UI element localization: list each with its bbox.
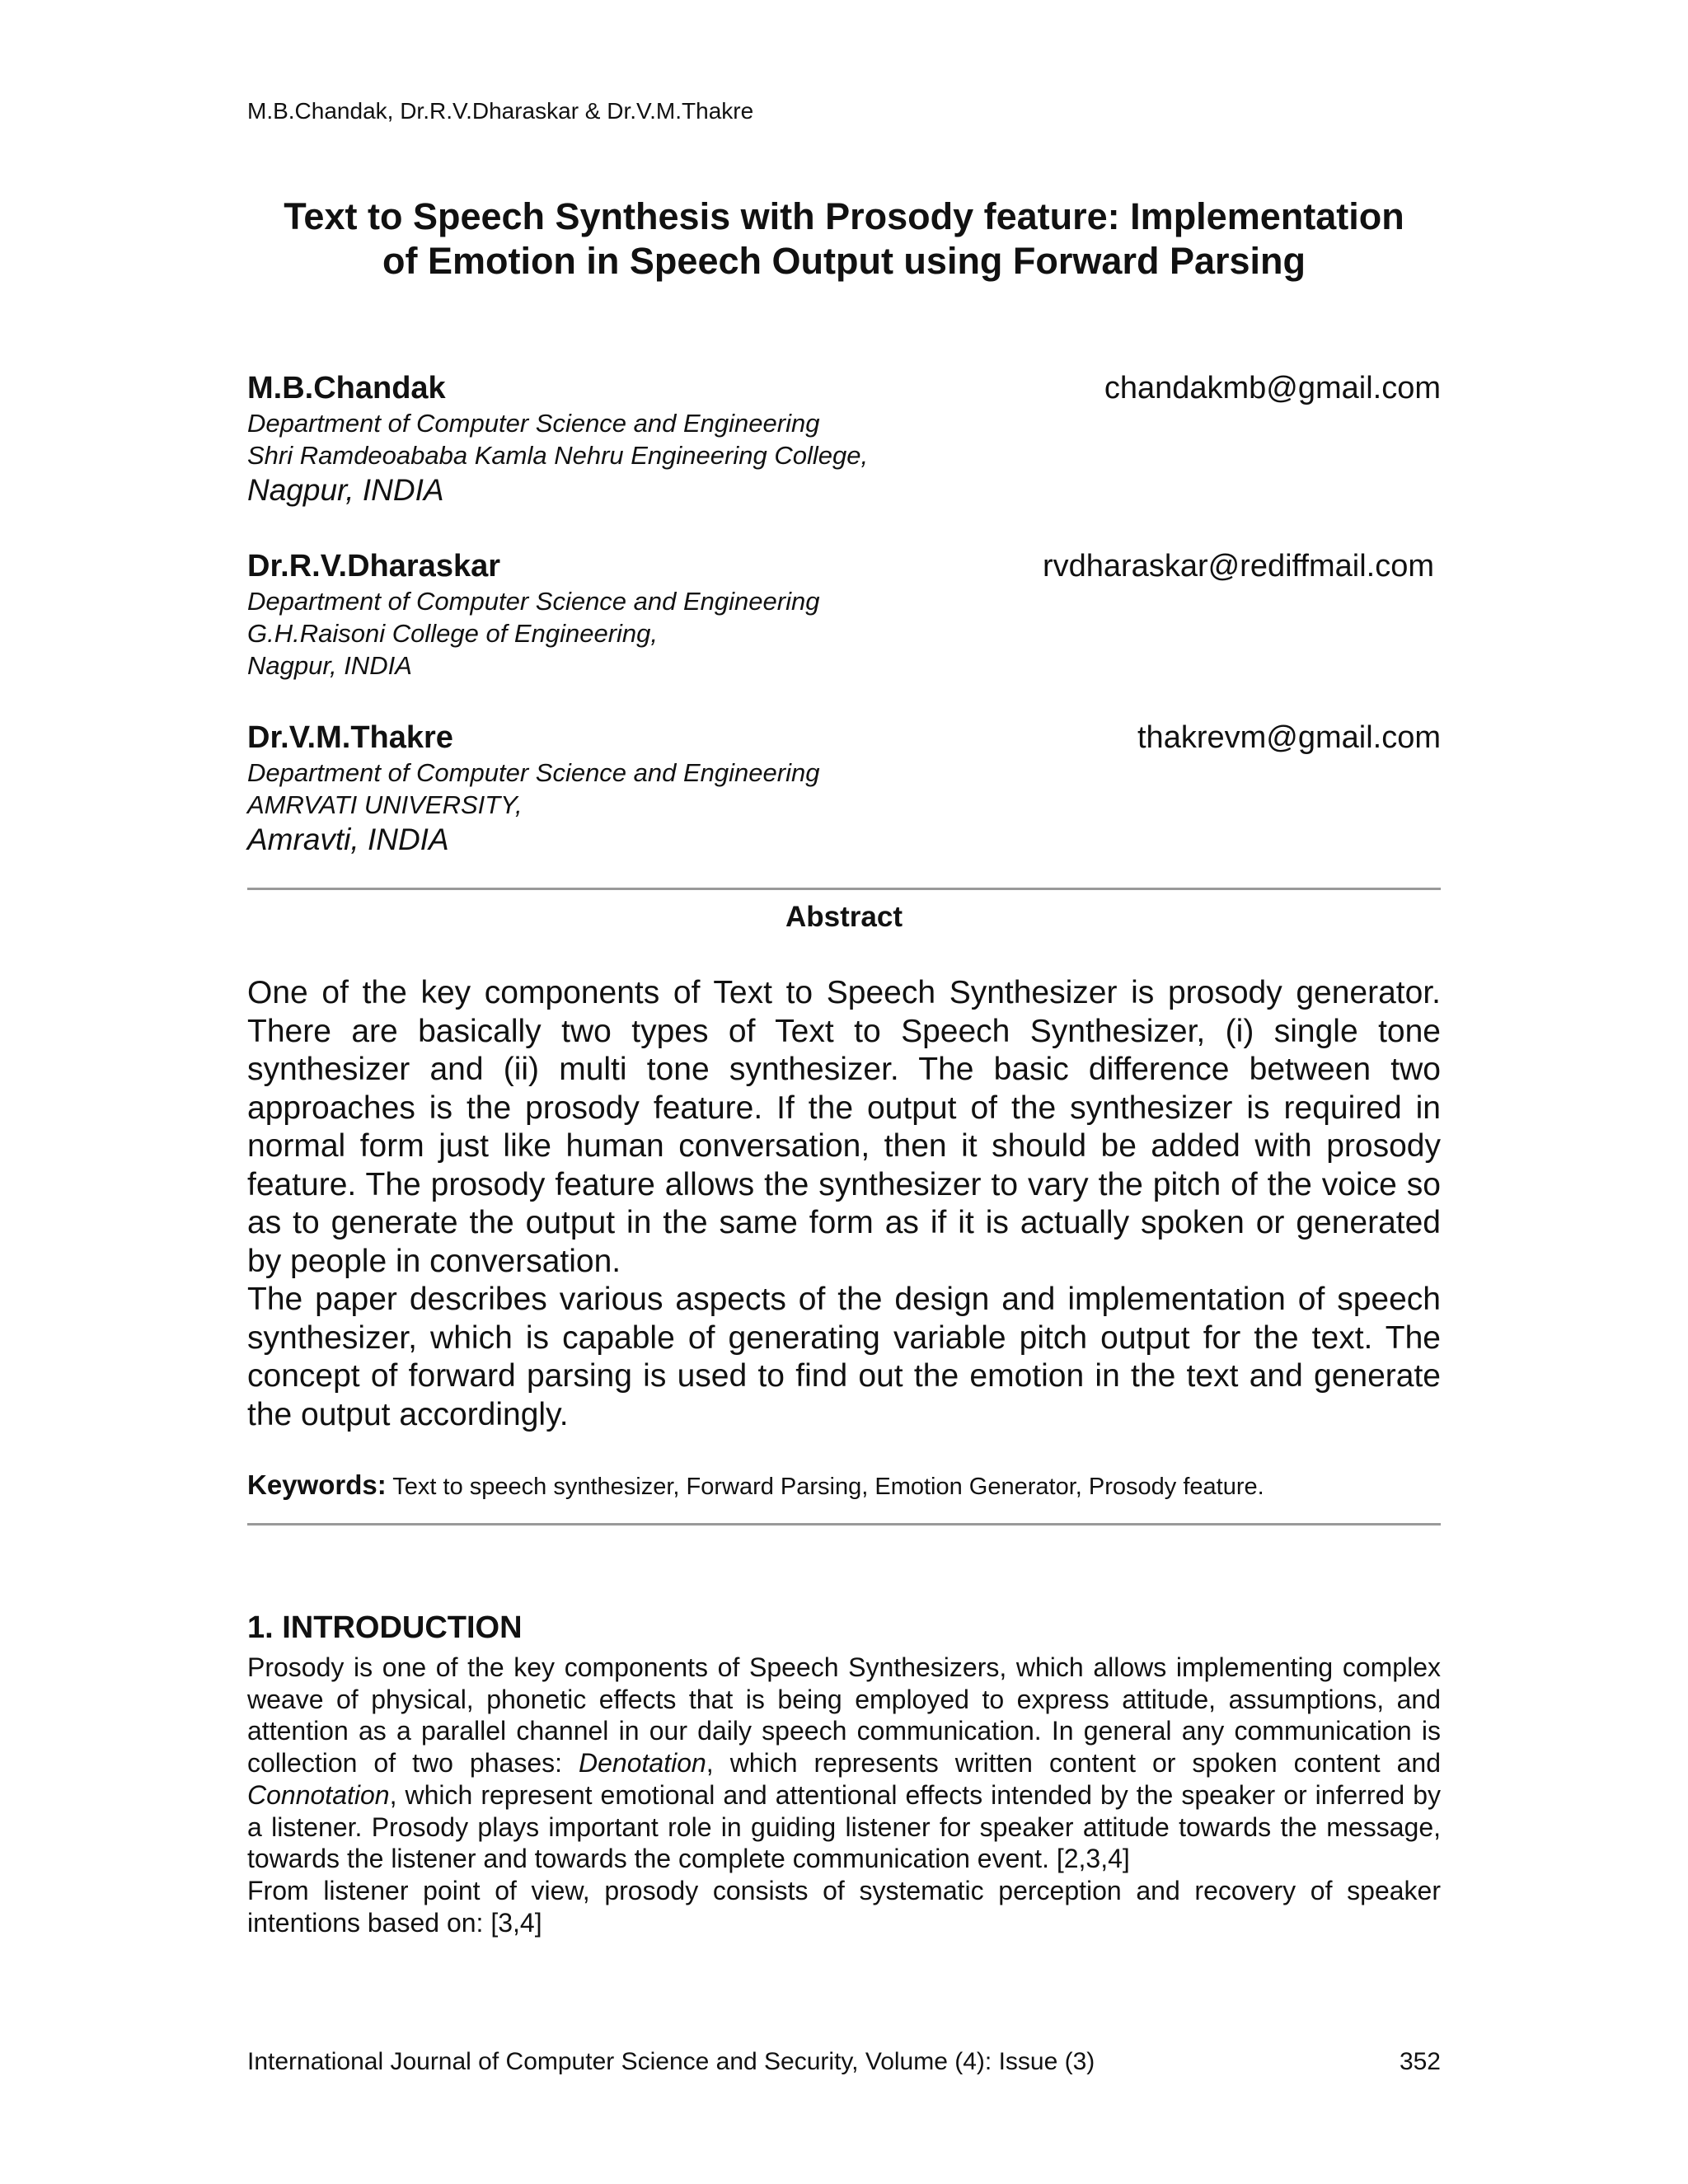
footer-page-number: 352 xyxy=(1399,2048,1441,2075)
intro-text: , which represent emotional and attentional effects intended by the speaker or inferred by a listener. Prosody plays important role in guiding listener for speaker attitude towards the message, towards the listener and towards the complete communication event. [2,3,4] xyxy=(247,1779,1441,1874)
intro-text: Prosody is one of the key components of Speech Synthesizers, which allows implementing complex weave of physical, phonetic effects that is being employed to express attitude, assumptions, and attention as a parallel channel in our daily speech communication. In general any communication is collection of two phases: xyxy=(247,1652,1441,1779)
author-email[interactable]: thakrevm@gmail.com xyxy=(1137,720,1441,755)
author-block-chandak xyxy=(247,369,1441,509)
author-block-thakre xyxy=(247,719,1441,859)
author-email[interactable]: chandakmb@gmail.com xyxy=(1104,371,1441,405)
section-heading-introduction: 1. INTRODUCTION xyxy=(247,1610,523,1645)
introduction-body xyxy=(247,1652,1441,1938)
abstract-paragraph-1: One of the key components of Text to Speech Synthesizer is prosody generator. There are basically two types of Text to Speech Synthesizer, (i) single tone synthesizer and (ii) multi tone synthesizer. The basic difference between two approaches is the prosody feature. If the output of the synthesizer is required in normal form just like human conversation, then it should be added with prosody feature. The prosody feature allows the synthesizer to vary the pitch of the voice so as to generate the output in the same form as if it is actually spoken or generated by people in conversation. xyxy=(247,975,1441,1279)
author-institution: AMRVATI UNIVERSITY, xyxy=(247,790,523,819)
author-name: Dr.R.V.Dharaskar xyxy=(247,549,501,583)
author-institution: Shri Ramdeoababa Kamla Nehru Engineering College, xyxy=(247,441,869,470)
paper-title-line-2: of Emotion in Speech Output using Forward Parsing xyxy=(382,240,1306,282)
author-department: Department of Computer Science and Engineering xyxy=(247,409,820,438)
author-department: Department of Computer Science and Engineering xyxy=(247,758,820,787)
keywords-label: Keywords: xyxy=(247,1469,387,1500)
abstract-paragraph-2: The paper describes various aspects of the design and implementation of speech synthesizer, which is capable of generating variable pitch output for the text. The concept of forward parsing is used to find out the emotion in the text and generate the output accordingly. xyxy=(247,1282,1441,1432)
keywords-text: Text to speech synthesizer, Forward Parsing, Emotion Generator, Prosody feature. xyxy=(392,1474,1264,1500)
intro-text: , which represents written content or spoken content and xyxy=(706,1748,1441,1779)
footer-journal: International Journal of Computer Science and Security, Volume (4): Issue (3) xyxy=(247,2048,1095,2075)
abstract-heading: Abstract xyxy=(785,901,903,933)
author-email[interactable]: rvdharaskar@rediffmail.com xyxy=(1042,549,1434,583)
author-department: Department of Computer Science and Engineering xyxy=(247,587,820,616)
keywords xyxy=(247,1469,1441,1503)
paper-title xyxy=(198,194,1490,284)
author-name: Dr.V.M.Thakre xyxy=(247,720,453,755)
running-head: M.B.Chandak, Dr.R.V.Dharaskar & Dr.V.M.Thakre xyxy=(247,98,754,124)
paper-title-line-1: Text to Speech Synthesis with Prosody feature: Implementation xyxy=(284,195,1404,237)
term-denotation: Denotation xyxy=(579,1748,706,1779)
abstract-body xyxy=(247,974,1441,1434)
divider-bottom xyxy=(247,1523,1441,1526)
introduction-paragraph-2: From listener point of view, prosody consists of systematic perception and recovery of speaker intentions based on: [3,4] xyxy=(247,1875,1441,1938)
author-block-dharaskar xyxy=(247,547,1441,682)
author-institution: G.H.Raisoni College of Engineering, xyxy=(247,619,658,648)
author-location: Nagpur, INDIA xyxy=(247,473,444,507)
introduction-paragraph-1 xyxy=(247,1652,1441,1875)
term-connotation: Connotation xyxy=(247,1779,390,1810)
author-location: Nagpur, INDIA xyxy=(247,651,412,680)
author-location: Amravti, INDIA xyxy=(247,823,449,856)
divider-top xyxy=(247,888,1441,890)
author-name: M.B.Chandak xyxy=(247,371,446,405)
